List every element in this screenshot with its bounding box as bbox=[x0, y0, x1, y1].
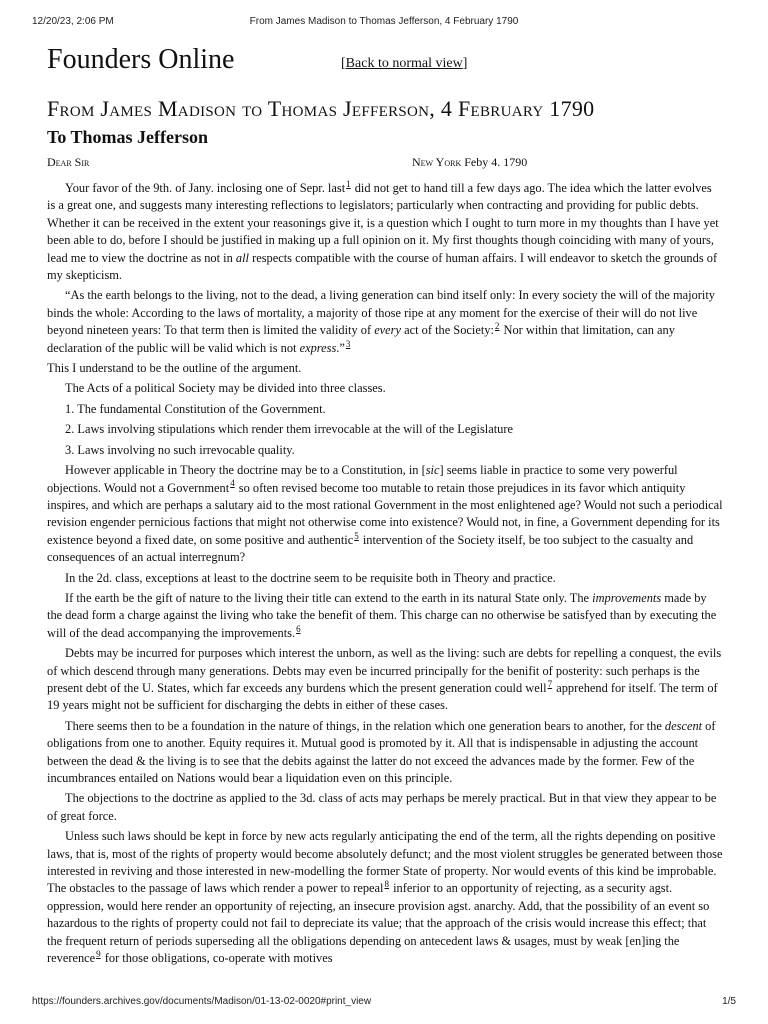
paragraph: The objections to the doctrine as applied to the 3d. class of acts may perhaps be merely practical. But in that view they appear to be of great force. bbox=[47, 791, 717, 823]
paragraph: Unless such laws should be kept in force by new acts regularly anticipating the end of the term, all the rights depending on positive laws, that is, most of the rights of property would become absolutely defunct; and the most violent struggles be generated between those interested in reviving and those interested in new-modelling the former State of property. Nor would events of this kind be improbable. The obstacles to the passage of laws which render a power to repeal$^8$ inferior to an opportunity of rejecting, as a security agst. oppression, would here render an opportunity of rejecting, an insecure provision agst. anarchy. Add, that the possibility of an event so hazardous to the rights of property could not fail to depreciate its value; that the approach of the crisis would increase this effect; that the frequent return of periods superseding all the obligations depending on antecedent laws & usages, must by weak [en]ing the reverence$^9$ for those obligations, co-operate with motives bbox=[47, 829, 723, 966]
print-url: https://founders.archives.gov/documents/Madison/01-13-02-0020#print_view bbox=[32, 996, 372, 1007]
paragraph: Debts may be incurred for purposes which interest the unborn, as well as the living: such are debts for repelling a conquest, the evils of which descend through many generations. Debts may even be incurred principally for the benifit of posterity: such perhaps is the present debt of the U. States, which far exceeds any burdens which the present generation could well$^7$ apprehend for itself. The term of 19 years might not be sufficient for discharging the debts in either of these cases. bbox=[47, 646, 722, 713]
print-footer bbox=[0, 996, 768, 1010]
document-title: From James Madison to Thomas Jefferson, 4 February 1790 bbox=[47, 96, 595, 121]
print-page-number: 1/5 bbox=[722, 996, 736, 1007]
paragraph: The Acts of a political Society may be divided into three classes. bbox=[65, 381, 386, 396]
paragraph: However applicable in Theory the doctrine may be to a Constitution, in [sic] seems liable in practice to some very powerful objections. Would not a Government$^4$ so often revised become too mutable to retain those prejudices in its favor which antiquity inspires, and which are perhaps a salutary aid to the most rational Government in the most enlightened age? Would not such a periodical revision engender pernicious factions that might not otherwise come into existence? Would not, in fine, a Government depending for its existence beyond a fixed date, on some positive and authentic$^5$ intervention of the Society itself, be too subject to the casualty and consequences of an actual interregnum? bbox=[47, 463, 723, 565]
footnote-link[interactable]: 8 bbox=[384, 879, 389, 890]
footnote-link[interactable]: 6 bbox=[296, 623, 301, 634]
footnote-link[interactable]: 7 bbox=[547, 678, 553, 689]
list-item: 3. Laws involving no such irrevocable quality. bbox=[65, 442, 295, 457]
paragraph: There seems then to be a foundation in the nature of things, in the relation which one generation bears to another, for the descent of obligations from one to another. Equity requires it. Mutual good is promoted by it. All that is indispensable in adjusting the account between the dead & the living is to see that the debits against the latter do not exceed the advances made by the former. Few of the incumbrances entailed on Nations would bear a liquidation even on this principle. bbox=[47, 718, 716, 785]
list-item: 1. The fundamental Constitution of the Government. bbox=[65, 401, 326, 416]
paragraph: Your favor of the 9th. of Jany. inclosing one of Sepr. last$^1$ did not get to hand till a few days ago. The idea which the latter evolves is a great one, and suggests many interesting reflections to legislators; particularly when contracting and providing for public debts. Whether it can be received in the extent your reasonings give it, is a question which I ought to turn more in my thoughts than I have yet been able to do, before I should be justified in making up a full opinion on it. My first thoughts though coinciding with many of yours, lead me to view the doctrine as not in all respects compatible with the course of human affairs. I will endeavor to sketch the grounds of my skepticism. bbox=[47, 180, 719, 283]
footnote-link[interactable]: 4 bbox=[230, 478, 235, 489]
dateline-place: New York bbox=[412, 155, 462, 169]
paragraph: In the 2d. class, exceptions at least to the doctrine seem to be requisite both in Theory and practice. bbox=[65, 570, 556, 585]
print-header bbox=[0, 16, 768, 30]
footnote-link[interactable]: 5 bbox=[354, 530, 359, 541]
paragraph: If the earth be the gift of nature to the living their title can extend to the earth in its natural State only. The improvements made by the dead form a charge against the living who take the benefit of them. This charge can no otherwise be satisfyed than by executing the will of the dead accompanying the improvements.$^6$ bbox=[47, 590, 717, 640]
quoted-paragraph: “As the earth belongs to the living, not to the dead, a living generation can bind itself only: In every society the will of the majority binds the whole: According to the laws of mortality, a majority of those ripe at any moment for the exercise of their will do not live beyond nineteen years: To that term then is limited the validity of every act of the Society:$^2$ Nor within that limitation, can any declaration of the public will be valid which is not express.”$^3$ bbox=[47, 288, 716, 355]
paragraph: This I understand to be the outline of the argument. bbox=[47, 361, 302, 376]
list-item: 2. Laws involving stipulations which render them irrevocable at the will of the Legislature bbox=[65, 422, 514, 437]
footnote-link[interactable]: 1 bbox=[346, 180, 351, 189]
letter-body bbox=[47, 180, 723, 980]
dateline-date: Feby 4. 1790 bbox=[464, 155, 528, 169]
back-to-normal-view-link[interactable]: Back to normal view bbox=[345, 56, 463, 71]
footnote-link[interactable]: 9 bbox=[96, 948, 101, 959]
salutation: Dear Sir bbox=[47, 155, 90, 169]
print-datetime: 12/20/23, 2:06 PM bbox=[32, 16, 114, 27]
print-page-title: From James Madison to Thomas Jefferson, 4 February 1790 bbox=[249, 16, 519, 27]
back-to-normal-view: [Back to normal view] bbox=[341, 56, 468, 71]
site-title: Founders Online bbox=[47, 44, 235, 75]
document-subtitle: To Thomas Jefferson bbox=[47, 127, 209, 147]
footnote-link[interactable]: 3 bbox=[345, 338, 351, 349]
footnote-link[interactable]: 2 bbox=[494, 321, 500, 332]
dateline bbox=[412, 155, 527, 170]
